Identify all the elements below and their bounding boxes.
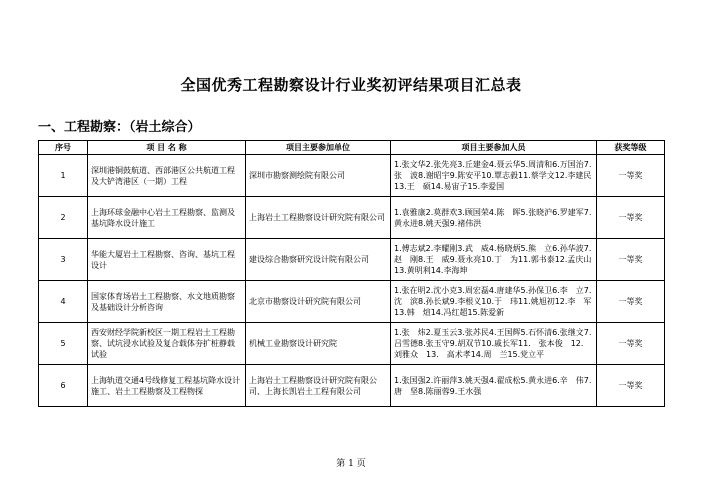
- row-no: 2: [39, 197, 88, 239]
- section-heading: 一、工程勘察：（岩土综合）: [38, 120, 201, 135]
- row-no: 5: [39, 323, 88, 365]
- header-unit: 项目主要参加单位: [246, 141, 391, 155]
- table-row: [39, 197, 665, 239]
- row-no: 4: [39, 281, 88, 323]
- header-award: 获奖等级: [597, 141, 665, 155]
- table-row: [39, 281, 665, 323]
- row-no: 1: [39, 155, 88, 197]
- row-award: 一等奖: [597, 323, 665, 365]
- page-title: 全国优秀工程勘察设计行业奖初评结果项目汇总表: [180, 76, 522, 94]
- row-project-name: 华能大厦岩土工程勘察、咨询、基坑工程设计: [88, 239, 246, 281]
- table-row: [39, 323, 665, 365]
- results-table: [38, 140, 665, 407]
- row-people: 1.袁雅康2.莫群欢3.顾国荣4.陈 晖5.张晓沪6.罗建军7.黄永进8.姚天强9.褚伟洪: [391, 197, 597, 239]
- page-number: 第 1 页: [336, 459, 366, 469]
- row-project-name: 上海轨道交通4号线修复工程基坑降水设计施工、岩土工程勘察及工程物探: [88, 365, 246, 407]
- row-award: 一等奖: [597, 365, 665, 407]
- table-row: [39, 155, 665, 197]
- header-no: 序号: [39, 141, 88, 155]
- table-row: [39, 365, 665, 407]
- row-project-name: 西安财经学院新校区一期工程岩土工程勘察、试坑浸水试验及复合载体夯扩桩静载试验: [88, 323, 246, 365]
- row-project-name: 国家体育场岩土工程勘察、水文地质勘察及基础设计分析咨询: [88, 281, 246, 323]
- row-no: 3: [39, 239, 88, 281]
- row-unit: 上海岩土工程勘察设计研究院有限公司、上海长凯岩土工程有限公司: [246, 365, 391, 407]
- row-unit: 机械工业勘察设计研究院: [246, 323, 391, 365]
- row-unit: 上海岩土工程勘察设计研究院有限公司: [246, 197, 391, 239]
- row-no: 6: [39, 365, 88, 407]
- row-people: 1.张 炜2.夏玉云3.张苏民4.王国辉5.石怀清6.张继文7.吕雪德8.张玉守9.胡双节10.戚长军11. 张本俊 12. 刘雅众 13. 高术孝14.周 兰15.党立平: [391, 323, 597, 365]
- row-award: 一等奖: [597, 155, 665, 197]
- row-people: 1.张国强2.许丽萍3.姚天强4.翟成松5.黄永进6.辛 伟7.唐 坚8.陈丽蓉9.王水强: [391, 365, 597, 407]
- row-unit: 建设综合勘察研究设计院有限公司: [246, 239, 391, 281]
- row-people: 1.张在明2.沈小克3.周宏磊4.唐建华5.孙保卫6.李 立7.沈 滨8.孙长斌9.李根义10.于 玮11.姚旭初12.李 军13.韩 煊14.冯红超15.陈爱新: [391, 281, 597, 323]
- table-row: [39, 239, 665, 281]
- row-people: 1.傅志斌2.李耀刚3.武 威4.杨晓炳5.熊 立6.孙华波7.赵 刚8.王 威9.聂永亮10.丁 为11.郭书泰12.孟庆山13.黄明利14.李海坤: [391, 239, 597, 281]
- header-people: 项目主要参加人员: [391, 141, 597, 155]
- row-award: 一等奖: [597, 197, 665, 239]
- row-unit: 深圳市勘察测绘院有限公司: [246, 155, 391, 197]
- row-project-name: 上海环球金融中心岩土工程勘察、监测及基坑降水设计施工: [88, 197, 246, 239]
- row-unit: 北京市勘察设计研究院有限公司: [246, 281, 391, 323]
- row-project-name: 深圳港铜鼓航道、西部港区公共航道工程及大铲湾港区（一期）工程: [88, 155, 246, 197]
- table-header-row: [39, 141, 665, 155]
- row-award: 一等奖: [597, 281, 665, 323]
- header-project-name: 项 目 名 称: [88, 141, 246, 155]
- row-people: 1.张文华2.张先亮3.丘建金4.聂云华5.周清和6.万国治7.张 波8.谢昭宇9.陈安平10.覃志毅11.蔡学文12.李建民13.王 硕14.易宙子15.李爱国: [391, 155, 597, 197]
- row-award: 一等奖: [597, 239, 665, 281]
